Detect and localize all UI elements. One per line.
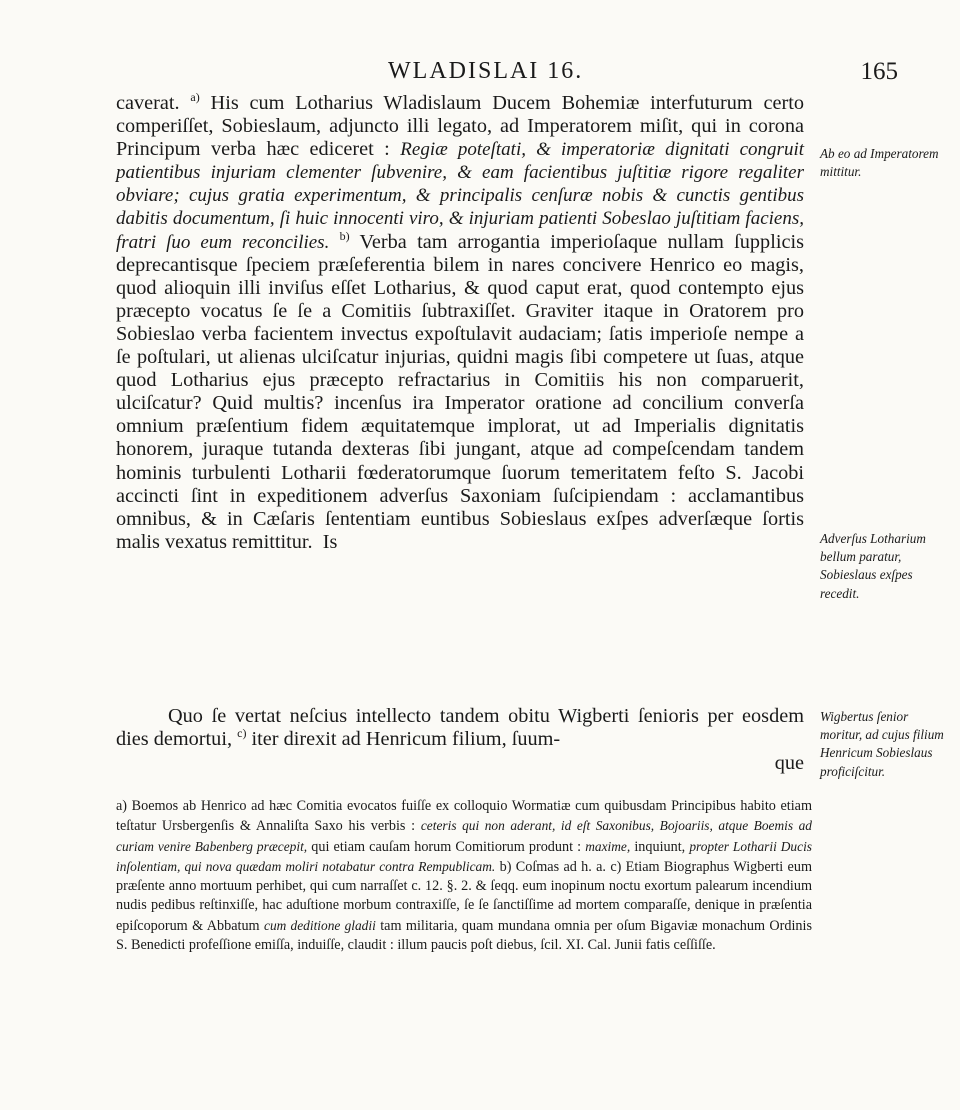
footnote-ref-a: a) bbox=[190, 90, 200, 105]
footnote-text: Coſmas ad h. a. bbox=[511, 858, 606, 875]
margin-note-1: Ab eo ad Imperatorem mittitur. bbox=[820, 146, 939, 180]
paragraph-text: Verba tam arrogantia imperioſaque nullam ſupplicis deprecantisque ſpeciem præſeferentia bilem in nares concivere Henrico eo magis, quod alioquin illi inviſus eſſet Lotharius, & quod caput erat, quod contempto ejus præcepto vocatus ſe ſe a Comitiis ſubtraxiſſet. Graviter itaque in Oratorem pro Sobieslao verba facientem invectus expoſtulavit audaciam; ſatis imperioſe nempe a ſe poſtulari, ut alienas ulciſcatur injurias, quidni magis ſibi competere ut ſuas, atque quod Lotharius ejus præcepto refractarius in Comitiis his non comparuerit, ulciſcatur? Quid multis? incenſus ira Imperator oratione ad concilium converſa omnium præſentium fidem æquitatemque implorat, ut ad Imperialis dignitatis honorem, juraque tutanda dexteras ſibi jungant, atque ad compeſcendam tandem hominis turbulenti Lotharii fœderatorumque ſuorum temeritatem feſto S. Jacobi accincti ſint in expeditionem adverſus Saxoniam ſuſcipiendam : acclamantibus omnibus, & in Cæſaris ſententiam euntibus Sobieslaus exſpes adverſæque ſortis malis vexatus remittitur. bbox=[116, 230, 804, 553]
footnote-quote: cum deditione gladii bbox=[264, 917, 376, 933]
footnote-text: qui etiam cauſam horum Comitiorum produnt : bbox=[307, 838, 586, 855]
footnote-marker-c: c) bbox=[605, 858, 622, 875]
footnote-quote: maxime, bbox=[585, 838, 631, 854]
footnote-marker-a: a) bbox=[116, 798, 128, 814]
quoted-speech: Regiæ poteſtati, & imperatoriæ dignitati congruit patientibus injuriam clementer ſubvenire, & eam facientibus juſtitiæ rigore regaliter obviare; cujus gratia experimentum, & principalis cenſuræ nobis & cunctis gentibus dabitis documentum, ſi huic innocenti viro, & injuriam patienti Sobeslao juſtitiam faciens, fratri ſuo eum reconcilies. bbox=[116, 139, 805, 253]
footnote-text: tam militaria, quam mundana omnia per oſum Bigaviæ monachum Ordinis S. Benedicti profeſſione emiſſa, induiſſe, claudit : illum paucis poſt diebus, ſcil. XI. Cal. Junii fatis ceſſiſſe. bbox=[116, 917, 812, 954]
paragraph-text: Quo ſe vertat neſcius intellecto tandem obitu Wigberti ſenioris per eosdem dies demortui, bbox=[116, 705, 804, 751]
footnote-text: Boemos ab Henrico ad hæc Comitia evocatos fuiſſe ex colloquio Wormatiæ cum quibusdam Principibus habito etiam teſtatur Ursbergenſis & Annaliſta Saxo his verbis : bbox=[116, 798, 812, 835]
footnote-text: Etiam Biographus Wigberti eum præſente anno mortuum perhibet, qui cum narraſſet c. 12. §. 2. & ſeqq. eum inopinum noctu exortum palearum incendium nudis pedibus reſtinxiſſe, hac aduſtione morbum contraxiſſe, ſe ſe ſanctiſſime ad mortem comparaſſe, denique in præſentia epiſcoporum & Abbatum bbox=[116, 858, 812, 934]
footnote-quote: propter Lotharii Ducis inſolentiam, qui nova quædam moliri notabatur contra Rempublicam. bbox=[116, 838, 812, 874]
margin-note-3: Wigbertus ſenior moritur, ad cujus filium Henricum Sobieslaus proficiſcitur. bbox=[820, 709, 944, 779]
footnote-ref-b: b) bbox=[339, 228, 350, 243]
footnote-text: inquiunt, bbox=[630, 838, 690, 855]
catchword-que: que bbox=[774, 751, 804, 774]
paragraph-2 bbox=[116, 705, 804, 752]
main-text bbox=[116, 92, 804, 554]
running-title: WLADISLAI 16. bbox=[388, 58, 584, 84]
paragraph-text: iter direxit ad Henricum filium, ſuum- bbox=[246, 728, 561, 751]
paragraph-text: His cum Lotharius Wladislaum Ducem Bohemiæ interfuturum certo comperiſſet, Sobieslaum, adjuncto illi legato, ad Imperatorem miſit, qui in corona Principum verba hæc ediceret : bbox=[116, 92, 804, 161]
paragraph-1 bbox=[116, 92, 804, 554]
footnote-marker-b: b) bbox=[495, 858, 512, 875]
catchword: Is bbox=[322, 530, 338, 553]
paragraph-text: caverat. bbox=[116, 92, 191, 114]
footnote-block bbox=[116, 797, 812, 955]
page-number: 165 bbox=[860, 58, 898, 85]
footnote-ref-c: c) bbox=[237, 726, 247, 741]
page-header bbox=[118, 58, 898, 92]
margin-note-2: Adverſus Lotharium bellum paratur, Sobieslaus exſpes recedit. bbox=[820, 531, 926, 601]
paragraph-2-block bbox=[116, 705, 804, 775]
footnotes bbox=[116, 797, 812, 955]
footnote-quote: ceteris qui non aderant, id eſt Saxonibus, Bojoariis, atque Boemis ad curiam venire Babenberg præcepit, bbox=[116, 818, 813, 854]
